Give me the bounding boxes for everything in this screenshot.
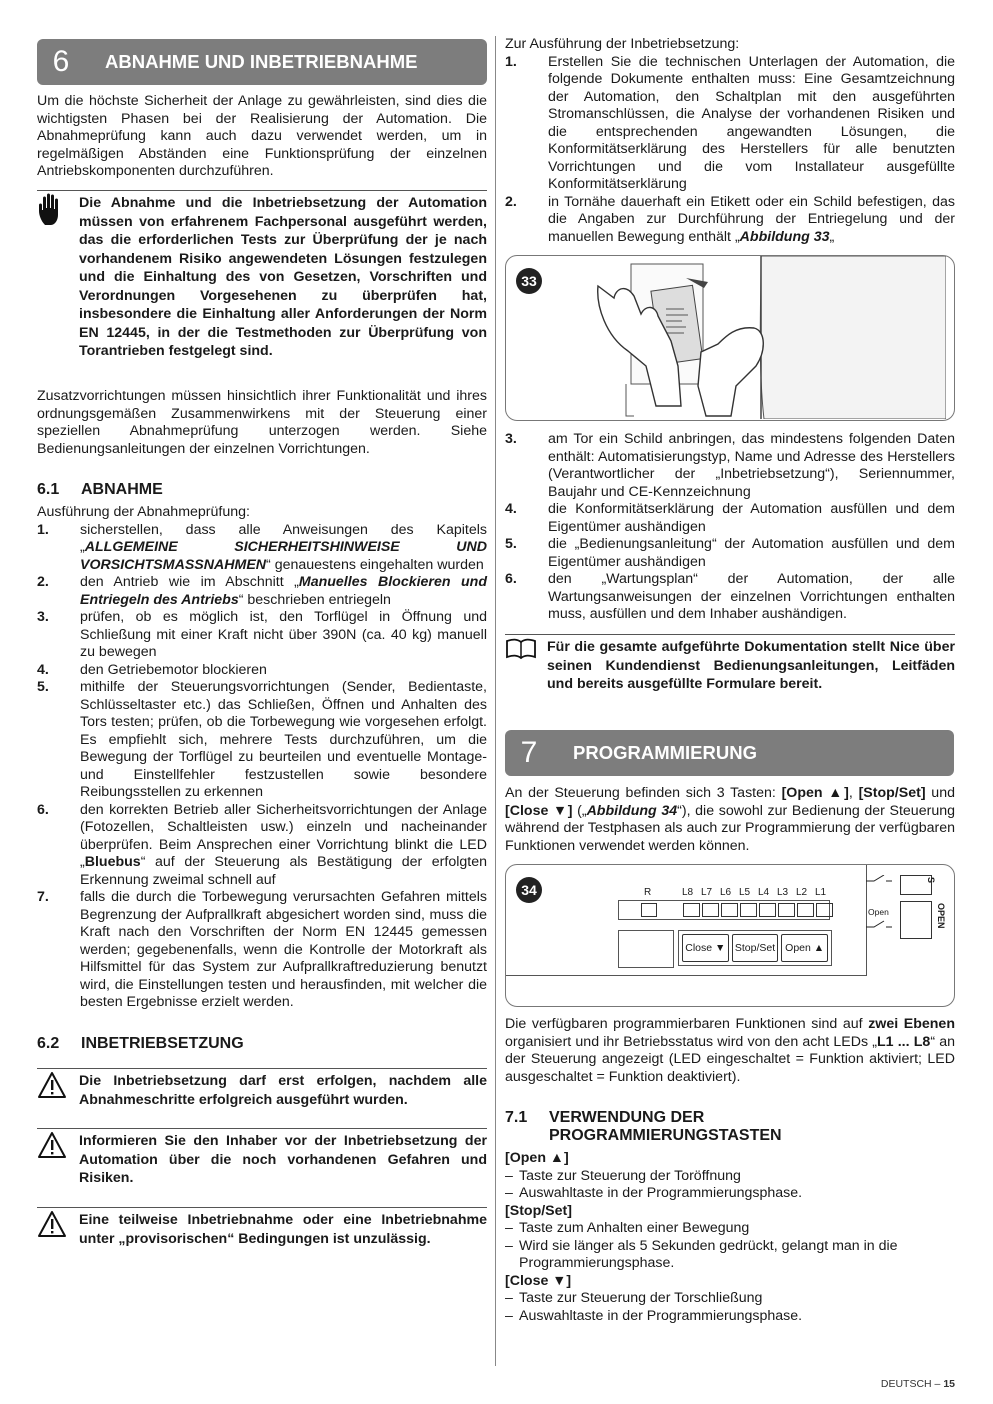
- warning-note-2: [37, 1128, 487, 1188]
- led-label: L2: [795, 887, 808, 898]
- book-icon: [505, 635, 547, 694]
- step-number: 1.: [505, 53, 517, 70]
- led-label: L8: [681, 887, 694, 898]
- step-text: Erstellen Sie die technischen Unterlagen der Automation, die folgende Dokumente enthalten muss: Eine Gesamtzeichnung der Automation, den Schaltplan mit den ausgeführten Stromanschlüssen, die Analyse der vorhandenen Risiken und die entsprechenden angewandten Lösungen, die Konformitätserklärung des Herstellers für alle benutzten Vorrichtungen und die vom Installateur ausgefüllte Konformitätserklärung: [548, 53, 955, 192]
- step-item: [37, 609, 487, 662]
- section-7-1-heading: 7.1 VERWENDUNG DER PROGRAMMIERUNGSTASTEN: [505, 1109, 782, 1144]
- chapter-title: ABNAHME UND INBETRIEBNAHME: [105, 51, 418, 72]
- led-label: L5: [738, 887, 751, 898]
- section-lead: Ausführung der Abnahmeprüfung:: [37, 504, 250, 520]
- open-key-label: [Open ▲]: [505, 1150, 569, 1166]
- warning-note-1: [37, 1068, 487, 1109]
- step-item: [505, 54, 955, 194]
- step-item: [37, 802, 487, 890]
- step-text: den „Wartungsplan“ der Automation, der alle Wartungsanweisungen der einzelnen Vorrichtungen enthalten muss, ausfüllen und dem Inhaber aushändigen.: [548, 571, 955, 622]
- inbetriebsetzung-steps-continued: [505, 431, 955, 624]
- step-item: [37, 662, 487, 680]
- warning-triangle-icon: [37, 1208, 79, 1248]
- step-item: [37, 679, 487, 802]
- led-labels: [678, 887, 830, 898]
- led-label: L3: [776, 887, 789, 898]
- reset-led: [641, 903, 657, 917]
- intro-paragraph: Um die höchste Sicherheit der Anlage zu gewährleisten, sind dies die wichtigsten Phasen bei der Realisierung der Automation. Die Abnahmeprüfung kann auch dazu verwendet werden, um in regelmäßigen Abständen eine Funktionsprüfung der einzelnen Antriebskomponenten durchzuführen.: [37, 93, 487, 179]
- step-text-tail: „: [829, 228, 835, 245]
- zusatz-paragraph: Zusatzvorrichtungen müssen hinsichtlich ihrer Funktionalität und ihres ordnungsgemäßen Zusammenwirkens mit der Steuerung einer speziellen Abnahmeprüfung unterzogen werden. Siehe Bedienungsanleitungen der einzelnen Vorrichtungen.: [37, 388, 487, 457]
- step-number: 4.: [505, 501, 517, 517]
- step-text-tail: “ genauestens eingehalten wurden: [266, 556, 484, 573]
- figure-badge: 33: [516, 268, 542, 294]
- led-indicator: [683, 903, 700, 917]
- stop-set-button[interactable]: Stop/Set: [732, 934, 779, 962]
- page-number: 15: [943, 1378, 955, 1390]
- step-text: die Konformitätserklärung der Automation ausfüllen und dem Eigentümer aushändigen: [548, 501, 955, 535]
- step-item: [505, 194, 955, 247]
- step-number: 2.: [37, 574, 49, 590]
- led-indicator: [797, 903, 814, 917]
- blank-button-slot: [618, 930, 674, 968]
- led-indicator: [778, 903, 795, 917]
- page-footer: DEUTSCH – 15: [880, 1378, 955, 1390]
- hands-label-illustration: [586, 256, 946, 419]
- section-6-1-body: [37, 504, 487, 1012]
- step-text: am Tor ein Schild anbringen, das mindestens folgenden Daten enthält: Automatisierungstyp, Name und Adresse des Herstellers (Verantwortlicher der „Inbetriebsetzung“), Seriennummer, Baujahr und CE-Kennzeichnung: [548, 431, 955, 500]
- chapter-number: 7: [520, 736, 538, 769]
- open-small-label: Open: [868, 907, 889, 917]
- steps-list: [505, 54, 955, 247]
- step-text: mithilfe der Steuerungsvorrichtungen (Sender, Bedientaste, Schlüsseltaster etc.) das Schließen, Öffnen und Anhalten des Tors testen; prüfen, ob die Torbewegung wie vorgesehen erfolgt. Es empfiehlt sich, mehrere Tests durchzuführen, um die Bewegung der Torflügel zu beurteilen und eventuelle Montage- und Einstellfehler festzustellen sowie besondere Reibungsstellen zu erkennen: [80, 679, 487, 800]
- led-strip: [618, 900, 830, 920]
- section-6-2-heading: 6.2 INBETRIEBSETZUNG: [37, 1035, 244, 1052]
- step-text: prüfen, ob es möglich ist, den Torflügel in Öffnung und Schließung mit einer Kraft nicht über 390N (ca. 40 kg) manuell zu bewegen: [80, 609, 487, 660]
- warning-note-3: [37, 1207, 487, 1248]
- step-number: 4.: [37, 661, 49, 678]
- step-text: den Getriebemotor blockieren: [80, 661, 267, 678]
- step-item: [37, 574, 487, 609]
- close-key-label: [Close ▼]: [505, 1272, 572, 1289]
- stop-key-list: – Taste zum Anhalten einer Bewegung – Wird sie länger als 5 Sekunden gedrückt, gelangt man in die Programmierungsphase.: [505, 1220, 955, 1273]
- figure-33: [505, 255, 955, 421]
- step-number: 1.: [37, 521, 49, 538]
- terminal-block-open: [900, 901, 932, 939]
- step-emphasis: Manuelles Blockieren und Entriegeln des Antriebs: [80, 574, 488, 608]
- steps-list: [505, 431, 955, 624]
- programming-intro: An der Steuerung befinden sich 3 Tasten: [Open ▲], [Stop/Set] und [Close ▼] („Abbildung 34“), die sowohl zur Bedienung der Steuerung während der Testphasen als auch zur Programmierung der verfügbaren Funktionen verwendet werden können.: [505, 785, 955, 854]
- step-number: 5.: [505, 536, 517, 552]
- step-item: [505, 571, 955, 624]
- hand-note-text: Die Abnahme und die Inbetriebsetzung der Automation müssen von erfahrenem Fachpersonal ausgeführt werden, das die erforderlichen Tests zur Überprüfung der je nach vorhandenem Risiko angewendeten Lösungen festzulegen und die Einhaltung des von Gesetzen, Vorschriften und Verordnungen Vorgesehenen zu überprüfen hat, insbesondere die Einhaltung aller Anforderungen der Norm EN 12445, in der die Testmethoden zur Überprüfung von Torantrieben festgelegt sind.: [79, 195, 487, 359]
- step-text: den Antrieb wie im Abschnitt „: [80, 574, 299, 590]
- step-text: in Tornähe dauerhaft ein Etikett oder ein Schild befestigen, das die Angaben zur Durchführung der Entriegelung und der manuellen Bewegung enthält „: [548, 193, 955, 245]
- step-number: 6.: [505, 571, 517, 587]
- step-item: [37, 889, 487, 1012]
- led-label: L4: [757, 887, 770, 898]
- chapter-7-header: [505, 730, 954, 776]
- step-text-tail: “ auf der Steuerung als Bestätigung der erfolgten Erkennung zweimal schnell auf: [80, 854, 487, 888]
- step-text: sicherstellen, dass alle Anweisungen des Kapitels „: [80, 521, 487, 555]
- led-indicator: [759, 903, 776, 917]
- column-divider: [495, 36, 496, 1366]
- led-indicator: [816, 903, 833, 917]
- step-text-tail: “ beschrieben entriegeln: [238, 591, 391, 608]
- led-indicator: [721, 903, 738, 917]
- figure-34: [505, 864, 955, 1007]
- led-indicator: [702, 903, 719, 917]
- programming-led-paragraph: Die verfügbaren programmierbaren Funktionen sind auf zwei Ebenen organisiert und ihr Betriebsstatus wird von den acht LEDs „L1 ... L8“ an der Steuerung angezeigt (LED eingeschaltet = Funktion aktiviert; LED ausgeschaltet = Funktion deaktiviert).: [505, 1016, 955, 1085]
- step-emphasis: Abbildung 33: [739, 228, 830, 245]
- led-label: L7: [700, 887, 713, 898]
- warning-text: Eine teilweise Inbetriebnahme oder eine Inbetriebnahme unter „provisorischen“ Bedingungen ist unzulässig.: [79, 1212, 487, 1247]
- side-label-s: S: [926, 877, 936, 884]
- led-label: L6: [719, 887, 732, 898]
- led-label: L1: [814, 887, 827, 898]
- close-button[interactable]: Close ▼: [682, 934, 729, 962]
- warning-triangle-icon: [37, 1129, 79, 1188]
- section-lead: Zur Ausführung der Inbetriebsetzung:: [505, 36, 740, 52]
- warning-text: Informieren Sie den Inhaber vor der Inbetriebsetzung der Automation über die noch vorhandenen Gefahren und Risiken.: [79, 1133, 487, 1186]
- step-item: [505, 431, 955, 501]
- close-key-list: – Taste zur Steuerung der Torschließung – Auswahltaste in der Programmierungsphase.: [505, 1290, 955, 1325]
- step-number: 7.: [37, 889, 49, 905]
- hand-stop-icon: [37, 191, 79, 361]
- terminal-switch-symbols: [864, 875, 894, 935]
- warning-triangle-icon: [37, 1069, 79, 1109]
- step-emphasis: Bluebus: [84, 854, 141, 870]
- open-key-list: – Taste zur Steuerung der Toröffnung – Auswahltaste in der Programmierungsphase.: [505, 1168, 955, 1203]
- open-button[interactable]: Open ▲: [781, 934, 828, 962]
- reset-label: R: [644, 887, 652, 898]
- step-item: [505, 501, 955, 536]
- chapter-6-header: [37, 39, 487, 85]
- stop-key-label: [Stop/Set]: [505, 1202, 572, 1219]
- step-text: falls die durch die Torbewegung verursachten Gefahren mittels Begrenzung der Aufprallkraft abgesichert worden sind, muss die Kraft nach den Vorschriften der Norm EN 12445 gemessen werden; gegebenenfalls, wenn die Kontrolle der Motorkraft als Hilfsmittel für das System zur Aufprallkraftreduzierung benutzt wird, die Einstellungen testen und herausfinden, mit welcher die besten Ergebnisse erzielt werden.: [80, 889, 487, 1010]
- section-7-1-body: [505, 1150, 955, 1325]
- step-emphasis: ALLGEMEINE SICHERHEITSHINWEISE UND VORSICHTSMASSNAHMEN: [80, 539, 487, 573]
- led-indicator: [740, 903, 757, 917]
- step-item: [505, 536, 955, 571]
- figure-badge: 34: [516, 877, 542, 903]
- book-note: [505, 634, 955, 694]
- warning-text: Die Inbetriebsetzung darf erst erfolgen, nachdem alle Abnahmeschritte erfolgreich ausgeführt wurden.: [79, 1073, 487, 1108]
- step-number: 3.: [505, 431, 517, 447]
- hand-note: [37, 190, 487, 361]
- inbetriebsetzung-continued: [505, 36, 955, 246]
- step-text: den korrekten Betrieb aller Sicherheitsvorrichtungen der Anlage (Fotozellen, Schaltleisten usw.) einzeln und nacheinander überprüfen. Beim Ansprechen einer Vorrichtung blinkt die LED „: [80, 801, 487, 870]
- step-item: [37, 522, 487, 575]
- chapter-title: PROGRAMMIERUNG: [573, 742, 757, 763]
- step-text: die „Bedienungsanleitung“ der Automation ausfüllen und dem Eigentümer aushändigen: [548, 536, 955, 570]
- step-number: 3.: [37, 609, 49, 625]
- section-6-1-heading: 6.1 ABNAHME: [37, 481, 163, 498]
- side-label-open: OPEN: [936, 903, 946, 929]
- book-note-text: Für die gesamte aufgeführte Dokumentation stellt Nice über seinen Kundendienst Bedienungsanleitungen, Leitfäden und bereits ausgefüllte Formulare bereit.: [547, 639, 955, 692]
- step-number: 6.: [37, 801, 49, 818]
- led-boxes: [683, 903, 835, 917]
- step-number: 2.: [505, 193, 517, 210]
- button-row: [678, 930, 832, 966]
- step-number: 5.: [37, 679, 49, 695]
- chapter-number: 6: [52, 45, 70, 78]
- steps-list: [37, 522, 487, 1012]
